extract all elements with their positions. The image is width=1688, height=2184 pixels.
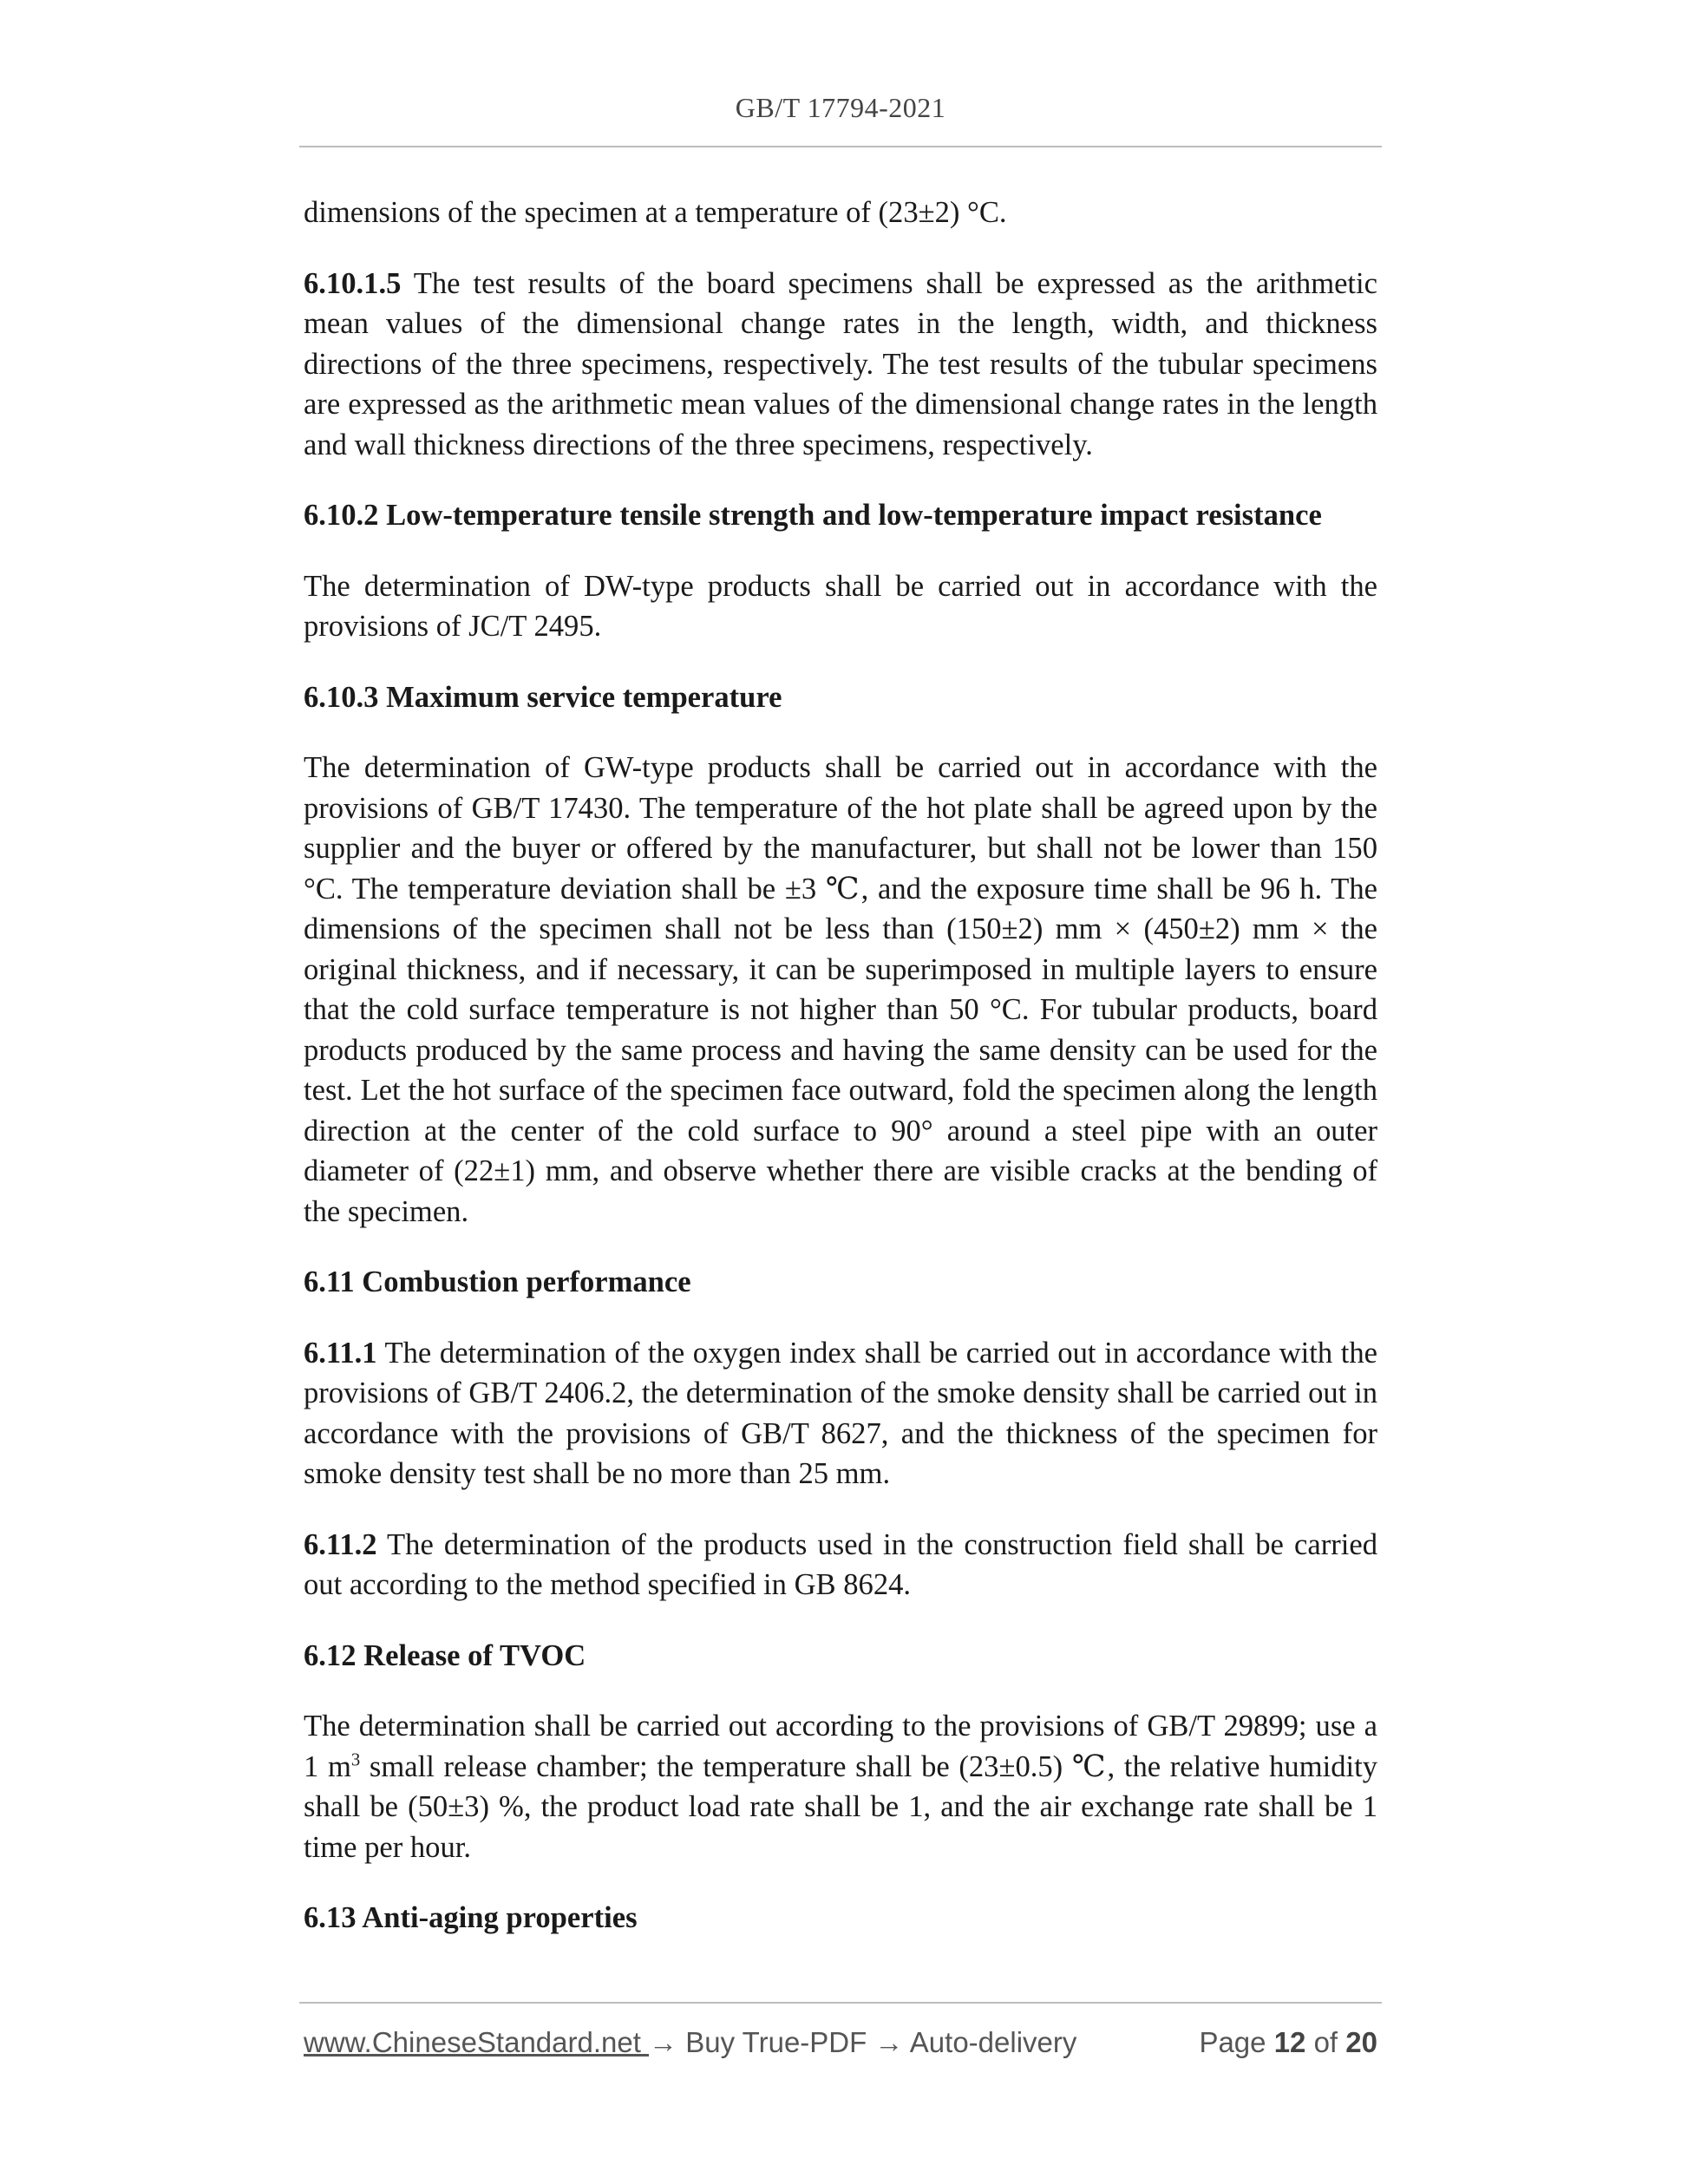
heading-6-10-3: 6.10.3 Maximum service temperature — [304, 680, 782, 714]
promo-text: → Buy True-PDF → Auto-delivery — [649, 2026, 1077, 2058]
paragraph-dw-type: The determination of DW-type products shall be carried out in accordance with the provisions of JC/T 2495. — [304, 569, 1377, 643]
current-page: 12 — [1273, 2026, 1306, 2058]
heading-6-12: 6.12 Release of TVOC — [304, 1638, 586, 1672]
clause-text: The determination of the products used in the construction field shall be carried out according to the method specified in GB 8624. — [304, 1527, 1377, 1601]
running-header — [299, 87, 1382, 147]
clause-6-11-2 — [304, 1525, 1377, 1605]
clause-number: 6.11.2 — [304, 1527, 377, 1561]
website-link[interactable]: www.ChineseStandard.net — [304, 2026, 650, 2058]
footer-promo — [304, 2021, 1076, 2064]
paragraph-continuation: dimensions of the specimen at a temperature of (23±2) °C. — [304, 196, 1007, 229]
footer-divider — [299, 2002, 1382, 2004]
paragraph-tvoc: The determination shall be carried out according to the provisions of GB/T 29899; use a 1 $m^3$ small release chamber; the temperature shall be (23±0.5) ℃, the relative humidity shall be (50±3) %, the product load rate shall be 1, and the air exchange rate shall be 1 time per hour. — [304, 1710, 1377, 1864]
clause-number: 6.11.1 — [304, 1336, 377, 1370]
paragraph-gw-type: The determination of GW-type products shall be carried out in accordance with the provisions of GB/T 17430. The temperature of the hot plate shall be agreed upon by the supplier and the buyer or offered by the manufacturer, but shall not be lower than 150 °C. The temperature deviation shall be ±3 ℃, and the exposure time shall be 96 h. The dimensions of the specimen shall not be less than (150±2) mm × (450±2) mm × the original thickness, and if necessary, it can be superimposed in multiple layers to ensure that the cold surface temperature is not higher than 50 °C. For tubular products, board products produced by the same process and having the same density can be used for the test. Let the hot surface of the specimen face outward, fold the specimen along the length direction at the center of the cold surface to 90° around a steel pipe with an outer diameter of (22±1) mm, and observe whether there are visible cracks at the bending of the specimen. — [304, 751, 1377, 1228]
clause-6-11-1 — [304, 1333, 1377, 1494]
page-body — [304, 193, 1377, 1969]
clause-text: The determination of the oxygen index shall be carried out in accordance with the provisions of GB/T 2406.2, the determination of the smoke density shall be carried out in accordance with the provisions of GB/T 8627, and the thickness of the specimen for smoke density test shall be no more than 25 mm. — [304, 1336, 1377, 1490]
clause-6-10-1-5 — [304, 264, 1377, 466]
page-number: Page 12 of 20 — [1199, 2026, 1377, 2058]
superscript-exponent: 3 — [350, 1749, 361, 1769]
clause-number: 6.10.1.5 — [304, 266, 402, 300]
total-pages: 20 — [1345, 2026, 1377, 2058]
clause-text: The test results of the board specimens shall be expressed as the arithmetic mean values of the dimensional change rates in the length, width, and thickness directions of the three specimens, respectively. The test results of the tubular specimens are expressed as the arithmetic mean values of the dimensional change rates in the length and wall thickness directions of the three specimens, respectively. — [304, 266, 1377, 461]
heading-6-11: 6.11 Combustion performance — [304, 1265, 691, 1298]
page-footer — [304, 2021, 1377, 2064]
standard-id: GB/T 17794-2021 — [735, 92, 946, 123]
heading-6-10-2: 6.10.2 Low-temperature tensile strength and low-temperature impact resistance — [304, 499, 1322, 532]
heading-6-13: 6.13 Anti-aging properties — [304, 1901, 638, 1934]
